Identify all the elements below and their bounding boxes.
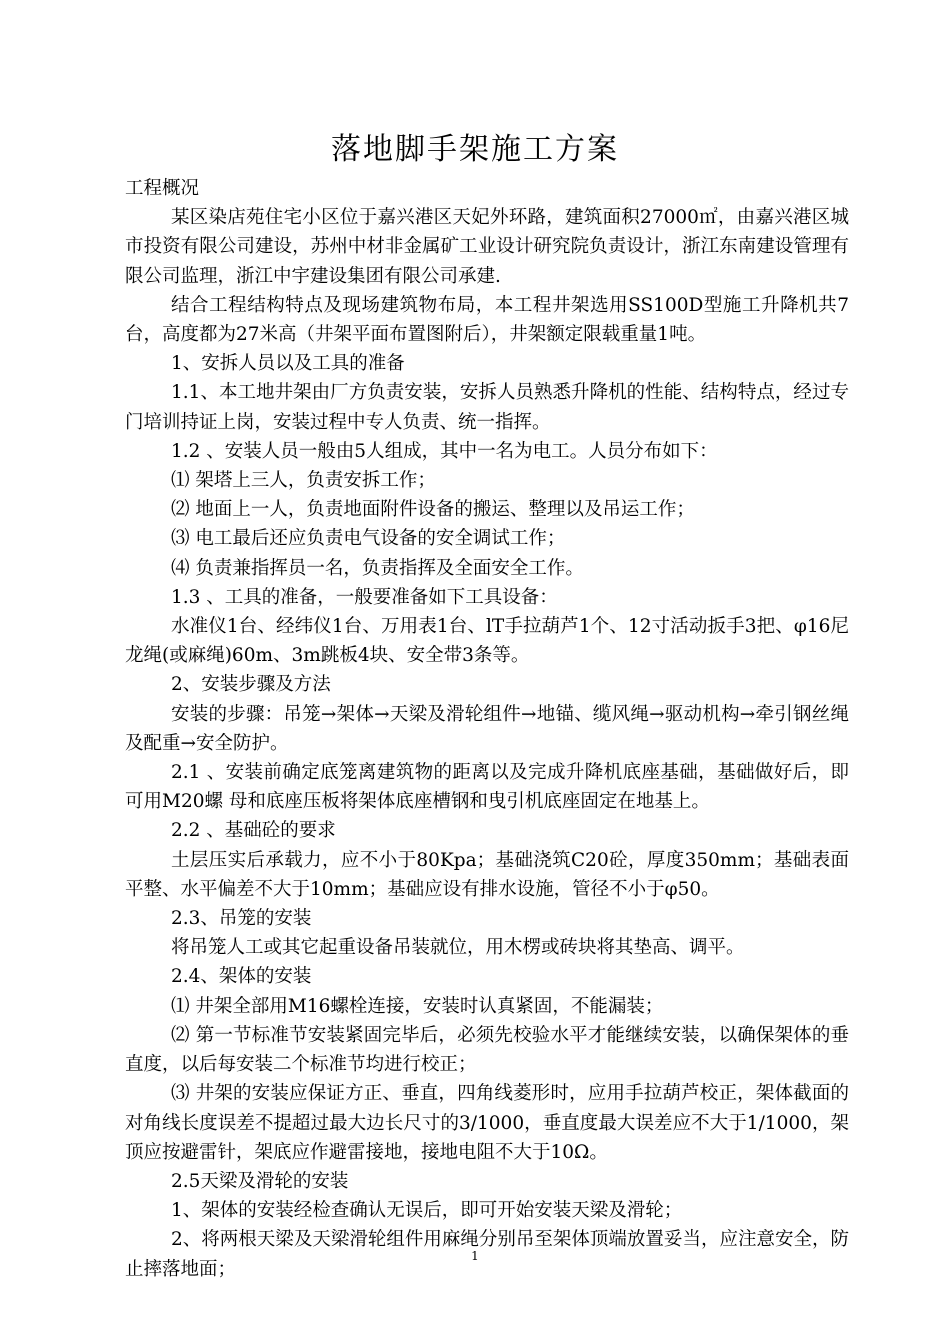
paragraph: 某区染店苑住宅小区位于嘉兴港区天妃外环路，建筑面积27000㎡，由嘉兴港区城市投资有限公司建设，苏州中材非金属矿工业设计研究院负责设计，浙江东南建设管理有限公司监理，浙江中宇建设集团有限公司承建. (125, 207, 849, 287)
paragraph: 2.5天梁及滑轮的安装 (171, 1170, 349, 1192)
paragraph: 2.1 、安装前确定底笼离建筑物的距离以及完成升降机底座基础，基础做好后，即可用M20螺 母和底座压板将架体底座槽钢和曳引机底座固定在地基上。 (125, 762, 849, 813)
paragraph: ⑷ 负责兼指挥员一名，负责指挥及全面安全工作。 (171, 557, 584, 579)
paragraph: 水准仪1台、经纬仪1台、万用表1台、lT手拉葫芦1个、12寸活动扳手3把、φ16尼龙绳(或麻绳)60m、3m跳板4块、安全带3条等。 (125, 616, 849, 667)
paragraph: 1.1、本工地井架由厂方负责安装，安拆人员熟悉升降机的性能、结构特点，经过专门培训持证上岗，安装过程中专人负责、统一指挥。 (125, 382, 849, 433)
document-body (125, 174, 849, 1284)
paragraph: ⑶ 井架的安装应保证方正、垂直，四角线菱形时，应用手拉葫芦校正，架体截面的对角线长度误差不提超过最大边长尺寸的3/1000，垂直度最大误差应不大于1/1000，架顶应按避雷针，架底应作避雷接地，接地电阻不大于10Ω。 (125, 1083, 849, 1163)
paragraph: 2.3、吊笼的安装 (171, 908, 312, 930)
page-title: 落地脚手架施工方案 (331, 132, 619, 167)
paragraph: 2、安装步骤及方法 (171, 674, 331, 696)
paragraph: 安装的步骤：吊笼→架体→天梁及滑轮组件→地锚、缆风绳→驱动机构→牵引钢丝绳及配重→安全防护。 (125, 703, 849, 754)
paragraph: 1.2 、安装人员一般由5人组成，其中一名为电工。人员分布如下： (171, 440, 718, 462)
paragraph: 将吊笼人工或其它起重设备吊装就位，用木楞或砖块将其垫高、调平。 (171, 937, 745, 959)
paragraph: 2.2 、基础砼的要求 (171, 820, 336, 842)
paragraph: 1、安拆人员以及工具的准备 (171, 353, 405, 375)
paragraph: 土层压实后承载力，应不小于80Kpa；基础浇筑C20砼，厚度350mm；基础表面平整、水平偏差不大于10mm；基础应设有排水设施，管径不小于φ50。 (125, 849, 849, 900)
paragraph: ⑴ 架塔上三人，负责安拆工作； (171, 470, 436, 492)
paragraph: 结合工程结构特点及现场建筑物布局，本工程井架选用SS100D型施工升降机共7台，高度都为27米高（井架平面布置图附后），井架额定限载重量1吨。 (125, 294, 849, 346)
page-number: 1 (471, 1249, 479, 1263)
paragraph: 1.3 、工具的准备，一般要准备如下工具设备： (171, 586, 558, 608)
paragraph: ⑶ 电工最后还应负责电气设备的安全调试工作； (171, 528, 566, 550)
paragraph: 工程概况 (125, 178, 200, 199)
paragraph: ⑵ 第一节标准节安装紧固完毕后，必须先校验水平才能继续安装，以确保架体的垂直度，以后每安装二个标准节均进行校正； (125, 1024, 849, 1076)
paragraph: 1、架体的安装经检查确认无误后，即可开始安装天梁及滑轮； (171, 1200, 683, 1222)
paragraph: ⑴ 井架全部用M16螺栓连接，安装时认真紧固，不能漏装； (171, 995, 664, 1017)
paragraph: 2、将两根天梁及天梁滑轮组件用麻绳分别吊至架体顶端放置妥当，应注意安全，防止摔落地面； (125, 1229, 849, 1280)
paragraph: ⑵ 地面上一人，负责地面附件设备的搬运、整理以及吊运工作； (171, 499, 695, 521)
paragraph: 2.4、架体的安装 (171, 966, 312, 988)
